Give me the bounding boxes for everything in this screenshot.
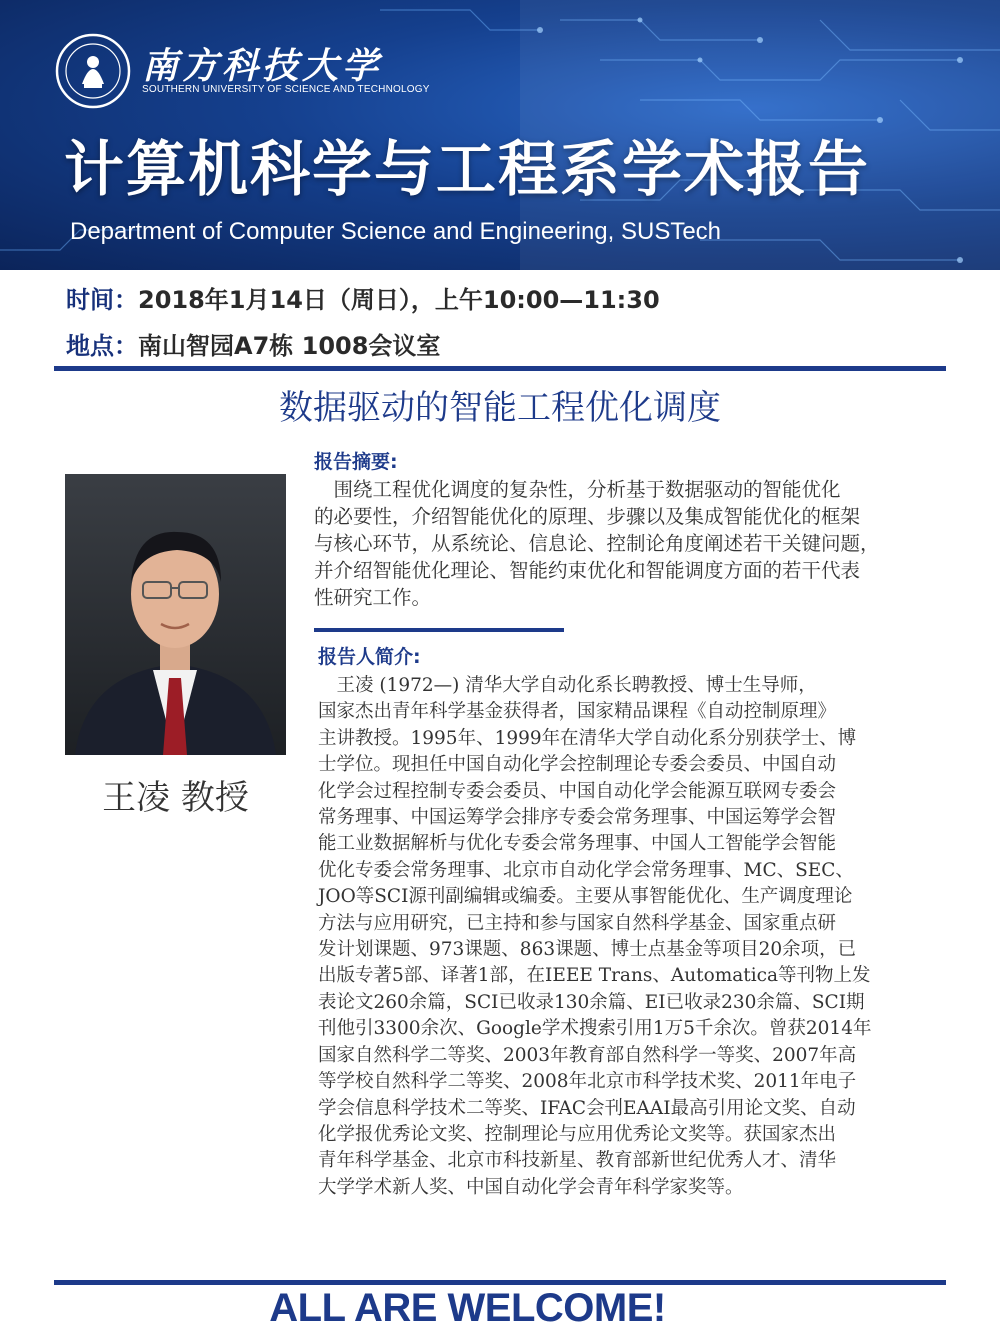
bio-line: 发计划课题、973课题、863课题、博士点基金等项目20余项，已 <box>318 939 857 961</box>
bio-line: JOO等SCI源刊副编辑或编委。主要从事智能优化、生产调度理论 <box>318 886 853 908</box>
bio-line: 学会信息科学技术二等奖、IFAC会刊EAAI最高引用论文奖、自动 <box>318 1097 856 1119</box>
divider-mid <box>314 628 564 632</box>
event-place <box>66 326 440 361</box>
abstract-line: 性研究工作。 <box>314 586 432 609</box>
bio-line: 表论文260余篇，SCI已收录130余篇、EI已收录230余篇、SCI期 <box>318 991 865 1013</box>
talk-title: 数据驱动的智能工程优化调度 <box>279 388 721 428</box>
university-emblem-icon <box>54 32 132 110</box>
bio-line: 刊他引3300余次、Google学术搜索引用1万5千余次。曾获2014年 <box>318 1018 872 1040</box>
bio-line: 主讲教授。1995年、1999年在清华大学自动化系分别获学士、博 <box>318 727 857 749</box>
place-label: 地点： <box>66 332 138 360</box>
abstract-line: 与核心环节，从系统论、信息论、控制论角度阐述若干关键问题， <box>314 532 880 555</box>
divider-top <box>54 366 946 371</box>
bio-line: 大学学术新人奖、中国自动化学会青年科学家奖等。 <box>318 1176 744 1198</box>
bio-line: 国家自然科学二等奖、2003年教育部自然科学一等奖、2007年高 <box>318 1044 857 1066</box>
speaker-portrait-icon <box>65 474 286 755</box>
bio-line: 能工业数据解析与优化专委会常务理事、中国人工智能学会智能 <box>318 833 837 855</box>
abstract-line: 的必要性，介绍智能优化的原理、步骤以及集成智能优化的框架 <box>314 505 861 528</box>
bio-line: 方法与应用研究，已主持和参与国家自然科学基金、国家重点研 <box>318 912 837 934</box>
time-label: 时间： <box>66 286 138 314</box>
bio-line: 王凌 (1972—) 清华大学自动化系长聘教授、博士生导师， <box>318 675 817 696</box>
speaker-name: 王凌 教授 <box>102 778 249 818</box>
welcome-banner: ALL ARE WELCOME! <box>269 1286 666 1330</box>
bio-line: 化学报优秀论文奖、控制理论与应用优秀论文奖等。获国家杰出 <box>318 1123 837 1145</box>
bio-line: 优化专委会常务理事、北京市自动化学会常务理事、MC、SEC、 <box>318 859 854 881</box>
banner-title: 计算机科学与工程系学术报告 <box>64 135 870 205</box>
speaker-photo <box>65 474 286 755</box>
event-time <box>66 280 660 315</box>
abstract-heading: 报告摘要: <box>314 451 398 473</box>
bio-line: 青年科学基金、北京市科技新星、教育部新世纪优秀人才、清华 <box>318 1150 837 1172</box>
abstract-line: 并介绍智能优化理论、智能约束优化和智能调度方面的若干代表 <box>314 559 861 582</box>
bio-body <box>318 673 946 1201</box>
university-name-cn: 南方科技大学 <box>142 45 383 87</box>
bio-line: 等学校自然科学二等奖、2008年北京市科学技术奖、2011年电子 <box>318 1071 857 1093</box>
bio-line: 常务理事、中国运筹学会排序专委会常务理事、中国运筹学会智 <box>318 807 837 829</box>
place-value: 南山智园A7栋 1008会议室 <box>138 332 441 360</box>
abstract-line: 围绕工程优化调度的复杂性，分析基于数据驱动的智能优化 <box>314 478 841 501</box>
university-name-en: SOUTHERN UNIVERSITY OF SCIENCE AND TECHNOLOGY <box>142 84 430 95</box>
bio-line: 国家杰出青年科学基金获得者，国家精品课程《自动控制原理》 <box>318 701 837 723</box>
divider-bottom <box>54 1280 946 1285</box>
bio-heading: 报告人简介: <box>318 646 421 668</box>
banner-subtitle: Department of Computer Science and Engineering, SUSTech <box>70 218 722 245</box>
time-value: 2018年1月14日（周日），上午10:00—11:30 <box>138 286 660 314</box>
bio-line: 出版专著5部、译著1部，在IEEE Trans、Automatica等刊物上发 <box>318 965 871 987</box>
header-banner <box>0 0 1000 270</box>
bio-line: 化学会过程控制专委会委员、中国自动化学会能源互联网专委会 <box>318 780 837 802</box>
abstract-body <box>314 476 944 611</box>
bio-line: 士学位。现担任中国自动化学会控制理论专委会委员、中国自动 <box>318 754 837 776</box>
